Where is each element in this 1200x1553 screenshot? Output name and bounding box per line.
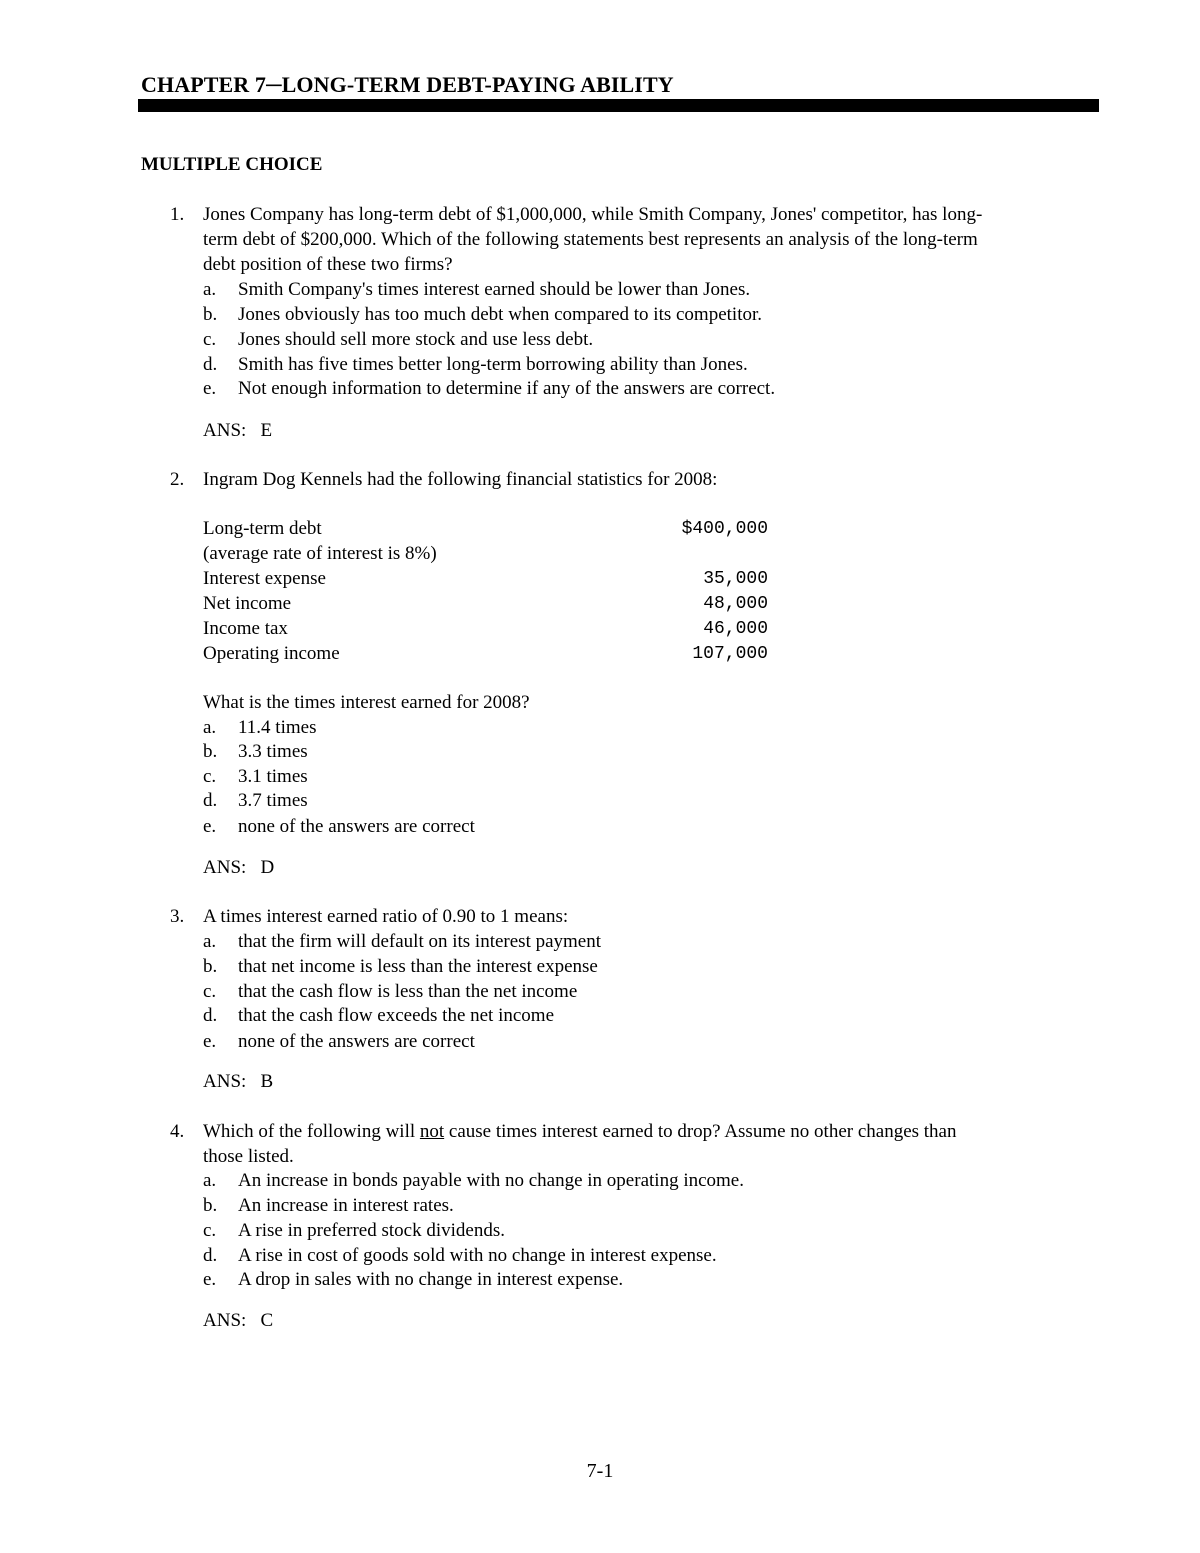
option-text: Smith Company's times interest earned should be lower than Jones. [238, 279, 751, 300]
option-text: none of the answers are correct [238, 816, 475, 837]
chapter-title: CHAPTER 7─LONG-TERM DEBT-PAYING ABILITY [141, 72, 674, 97]
answer-line: ANS: E [203, 420, 273, 441]
option-letter: a. [203, 1170, 217, 1191]
stat-value: 107,000 [692, 644, 768, 664]
option-letter: a. [203, 931, 217, 952]
option-letter: d. [203, 1005, 218, 1026]
option-text: that the cash flow is less than the net income [238, 981, 578, 1002]
question-text-line: What is the times interest earned for 2008? [203, 692, 530, 713]
option-text: 3.1 times [238, 766, 308, 787]
option-letter: b. [203, 741, 218, 762]
question-text-underlined: not [419, 1121, 445, 1142]
stat-value: 35,000 [703, 569, 768, 589]
option-letter: a. [203, 279, 217, 300]
answer-line: ANS: B [203, 1071, 274, 1092]
option-letter: c. [203, 766, 217, 787]
option-letter: e. [203, 816, 217, 837]
title-rule [138, 99, 1099, 112]
option-text: Jones should sell more stock and use less debt. [238, 329, 594, 350]
stat-value: $400,000 [681, 519, 768, 539]
section-heading: MULTIPLE CHOICE [141, 154, 323, 175]
option-letter: e. [203, 1269, 217, 1290]
question-number: 2. [170, 469, 185, 490]
question-text-line: A times interest earned ratio of 0.90 to 1 means: [203, 906, 569, 927]
option-letter: e. [203, 378, 217, 399]
option-letter: b. [203, 304, 218, 325]
option-text: that net income is less than the interest expense [238, 956, 598, 977]
option-text: 11.4 times [238, 717, 317, 738]
option-text: that the cash flow exceeds the net income [238, 1005, 555, 1026]
question-text-line: debt position of these two firms? [203, 254, 453, 275]
stat-label: Operating income [203, 643, 340, 664]
stat-label: Net income [203, 593, 292, 614]
option-letter: d. [203, 354, 218, 375]
stat-label: Long-term debt [203, 518, 322, 539]
option-letter: d. [203, 790, 218, 811]
option-letter: c. [203, 981, 217, 1002]
option-letter: b. [203, 956, 218, 977]
answer-line: ANS: C [203, 1310, 274, 1331]
option-text: that the firm will default on its interest payment [238, 931, 602, 952]
option-text: none of the answers are correct [238, 1031, 475, 1052]
question-text-line: those listed. [203, 1146, 294, 1167]
question-text-line: term debt of $200,000. Which of the following statements best represents an analysis of the long-term [203, 229, 978, 250]
option-letter: d. [203, 1245, 218, 1266]
option-text: Smith has five times better long-term borrowing ability than Jones. [238, 354, 748, 375]
stat-label: Income tax [203, 618, 288, 639]
option-text: A rise in preferred stock dividends. [238, 1220, 505, 1241]
option-text: Jones obviously has too much debt when compared to its competitor. [238, 304, 763, 325]
stat-value: 46,000 [703, 619, 768, 639]
option-text: An increase in interest rates. [238, 1195, 454, 1216]
stat-label: Interest expense [203, 568, 326, 589]
option-text: A rise in cost of goods sold with no change in interest expense. [238, 1245, 717, 1266]
option-letter: c. [203, 1220, 217, 1241]
option-text: A drop in sales with no change in interest expense. [238, 1269, 624, 1290]
question-number: 4. [170, 1121, 185, 1142]
question-text-line [203, 1120, 957, 1144]
option-text: 3.7 times [238, 790, 308, 811]
option-text: Not enough information to determine if any of the answers are correct. [238, 378, 776, 399]
option-letter: b. [203, 1195, 218, 1216]
question-text-line: Jones Company has long-term debt of $1,000,000, while Smith Company, Jones' competitor, has long- [203, 204, 983, 225]
answer-line: ANS: D [203, 857, 275, 878]
option-letter: c. [203, 329, 217, 350]
option-text: An increase in bonds payable with no change in operating income. [238, 1170, 744, 1191]
stat-label: (average rate of interest is 8%) [203, 543, 437, 564]
question-text-before: Which of the following will [203, 1121, 420, 1142]
option-text: 3.3 times [238, 741, 308, 762]
option-letter: e. [203, 1031, 217, 1052]
question-text-line: Ingram Dog Kennels had the following financial statistics for 2008: [203, 469, 718, 490]
question-number: 1. [170, 204, 185, 225]
question-text-after: cause times interest earned to drop? Assume no other changes than [444, 1121, 957, 1142]
page-number: 7-1 [586, 1460, 614, 1482]
stat-value: 48,000 [703, 594, 768, 614]
option-letter: a. [203, 717, 217, 738]
question-number: 3. [170, 906, 185, 927]
